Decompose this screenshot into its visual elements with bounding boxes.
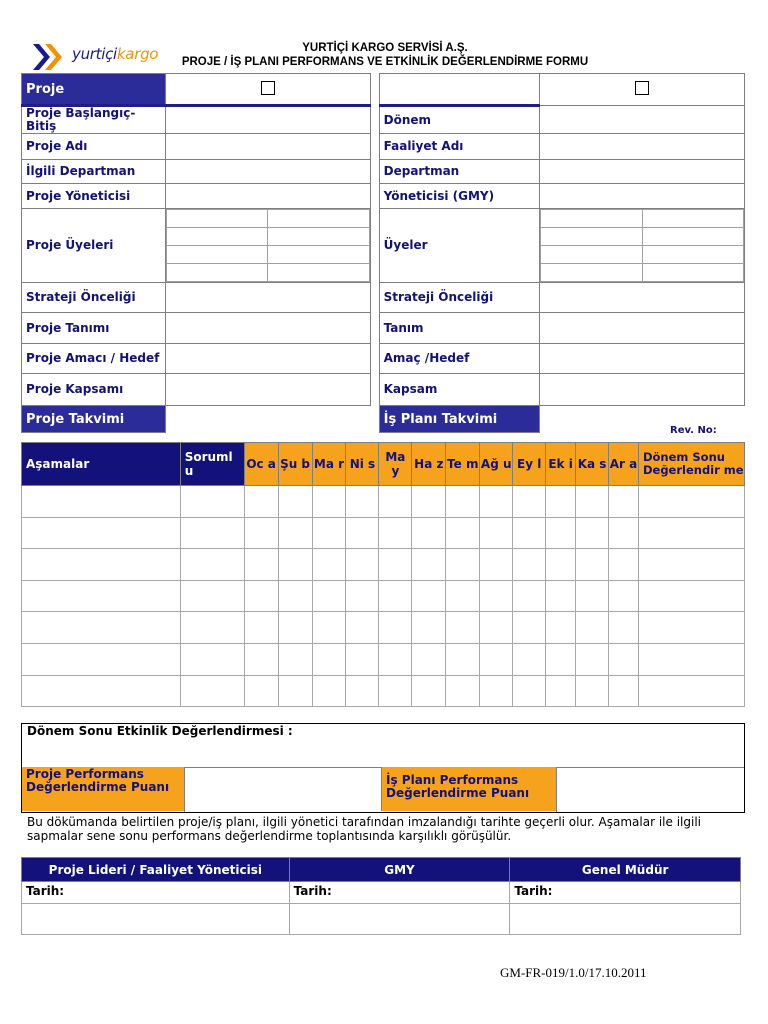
label-definition: Tanım [379, 313, 540, 344]
stage-cell[interactable] [446, 612, 480, 644]
stage-cell[interactable] [546, 675, 576, 707]
member-cell[interactable] [541, 228, 642, 246]
field-related-department[interactable] [165, 160, 370, 184]
field-project-definition[interactable] [165, 313, 370, 344]
stage-cell[interactable] [312, 486, 346, 518]
label-goal: Amaç /Hedef [379, 344, 540, 374]
field-definition[interactable] [540, 313, 745, 344]
label-strategy-priority: Strateji Önceliği [22, 283, 166, 313]
stage-cell[interactable] [446, 580, 480, 612]
form-title: PROJE / İŞ PLANI PERFORMANS VE ETKİNLİK DEĞERLENDİRME FORMU [181, 56, 589, 68]
stage-cell[interactable] [480, 517, 513, 549]
stage-cell[interactable] [278, 675, 312, 707]
stage-cell[interactable] [278, 643, 312, 675]
label-project-scope: Proje Kapsamı [22, 374, 166, 406]
stage-cell[interactable] [244, 549, 278, 581]
member-cell[interactable] [268, 228, 369, 246]
col-month: Te m [446, 443, 480, 486]
label-activity-name: Faaliyet Adı [379, 134, 540, 160]
sig-date-label: Tarih: [22, 882, 290, 904]
field-project-name[interactable] [165, 134, 370, 160]
label-project-manager: Proje Yöneticisi [22, 184, 166, 209]
stage-cell[interactable] [609, 612, 639, 644]
stage-cell[interactable] [346, 675, 379, 707]
stage-cell[interactable] [244, 643, 278, 675]
project-score-field[interactable] [184, 767, 382, 812]
stage-cell[interactable] [244, 675, 278, 707]
stage-cell[interactable] [546, 643, 576, 675]
stage-cell[interactable] [346, 612, 379, 644]
plan-score-field[interactable] [556, 767, 744, 812]
validity-note: Bu dökümanda belirtilen proje/iş planı, ilgili yönetici tarafından imzalandığı tarihte geçerli olur. Aşamalar ile ilgili sapmalar sene sonu performans değerlendirme toplantısında karşılıklı görüşülür. [27, 815, 701, 843]
stage-cell[interactable] [480, 486, 513, 518]
stage-cell[interactable] [412, 675, 446, 707]
stage-cell[interactable] [609, 549, 639, 581]
revision-number-label: Rev. No: [670, 425, 717, 436]
field-members [540, 209, 745, 283]
stage-cell[interactable] [609, 517, 639, 549]
stage-cell[interactable] [446, 675, 480, 707]
stage-cell[interactable] [412, 517, 446, 549]
member-cell[interactable] [541, 210, 642, 228]
col-month: Ma y [379, 443, 412, 486]
stage-row [22, 517, 745, 549]
stage-cell[interactable] [546, 549, 576, 581]
col-month: Ka s [576, 443, 609, 486]
col-month: Ek i [546, 443, 576, 486]
stage-cell[interactable] [379, 612, 412, 644]
col-month: Oc a [244, 443, 278, 486]
label-period: Dönem [379, 106, 540, 134]
plan-score-label: İş Planı Performans Değerlendirme Puanı [381, 767, 556, 811]
stage-cell[interactable] [513, 580, 546, 612]
stage-cell[interactable] [244, 580, 278, 612]
stage-cell[interactable] [480, 612, 513, 644]
stage-cell[interactable] [412, 486, 446, 518]
sig-field-general-manager[interactable] [510, 904, 741, 935]
stage-cell[interactable] [22, 675, 181, 707]
label-related-department: İlgili Departman [22, 160, 166, 184]
field-plan-strategy-priority[interactable] [540, 283, 745, 313]
label-plan-strategy-priority: Strateji Önceliği [379, 283, 540, 313]
stage-cell[interactable] [244, 612, 278, 644]
project-checkbox-cell [165, 74, 370, 106]
stage-cell[interactable] [346, 486, 379, 518]
col-month: Ağ u [480, 443, 513, 486]
stage-cell[interactable] [312, 675, 346, 707]
sig-field-project-leader[interactable] [22, 904, 290, 935]
member-cell[interactable] [166, 246, 267, 264]
company-name: YURTİÇİ KARGO SERVİSİ A.Ş. [302, 42, 468, 54]
stage-cell[interactable] [576, 580, 609, 612]
col-month: Şu b [278, 443, 312, 486]
col-stages: Aşamalar [22, 443, 181, 486]
member-cell[interactable] [166, 264, 267, 282]
stage-cell[interactable] [638, 580, 744, 612]
stage-cell[interactable] [244, 517, 278, 549]
member-cell[interactable] [268, 210, 369, 228]
stage-cell[interactable] [513, 612, 546, 644]
stage-cell[interactable] [513, 517, 546, 549]
stage-cell[interactable] [446, 643, 480, 675]
stage-cell[interactable] [576, 643, 609, 675]
member-cell[interactable] [642, 228, 743, 246]
col-month: Ma r [312, 443, 346, 486]
stage-cell[interactable] [346, 643, 379, 675]
stage-cell[interactable] [312, 517, 346, 549]
stage-cell[interactable] [609, 675, 639, 707]
project-header: Proje [22, 74, 166, 106]
stage-cell[interactable] [22, 580, 181, 612]
stage-cell[interactable] [22, 612, 181, 644]
member-cell[interactable] [268, 246, 369, 264]
label-scope: Kapsam [379, 374, 540, 406]
stage-cell[interactable] [278, 580, 312, 612]
form-code: GM-FR-019/1.0/17.10.2011 [500, 965, 647, 980]
field-project-scope[interactable] [165, 374, 370, 406]
sig-date-label: Tarih: [289, 882, 510, 904]
col-responsible: Soruml u [180, 443, 244, 486]
stage-row [22, 486, 745, 518]
field-scope[interactable] [540, 374, 745, 406]
label-department: Departman [379, 160, 540, 184]
stage-cell[interactable] [576, 675, 609, 707]
col-month: Ey l [513, 443, 546, 486]
stage-cell[interactable] [379, 675, 412, 707]
stages-table [21, 442, 745, 707]
stage-row [22, 580, 745, 612]
signature-table [21, 857, 741, 935]
stage-cell[interactable] [22, 549, 181, 581]
stage-cell[interactable] [346, 580, 379, 612]
stage-row [22, 675, 745, 707]
stage-cell[interactable] [638, 612, 744, 644]
stage-cell[interactable] [609, 486, 639, 518]
stage-cell[interactable] [412, 612, 446, 644]
col-month: Ni s [346, 443, 379, 486]
stage-cell[interactable] [278, 517, 312, 549]
label-project-dates: Proje Başlangıç-Bitiş [22, 106, 166, 134]
sig-header-general-manager: Genel Müdür [510, 858, 741, 882]
logo-mark-icon [30, 42, 70, 72]
stage-cell[interactable] [379, 580, 412, 612]
field-gmy-manager[interactable] [540, 184, 745, 209]
stage-cell[interactable] [480, 580, 513, 612]
stage-cell[interactable] [546, 580, 576, 612]
stage-cell[interactable] [312, 549, 346, 581]
stage-cell[interactable] [546, 517, 576, 549]
stage-cell[interactable] [446, 486, 480, 518]
stage-cell[interactable] [480, 643, 513, 675]
plan-checkbox[interactable] [635, 81, 649, 95]
evaluation-title: Dönem Sonu Etkinlik Değerlendirmesi : [27, 724, 293, 738]
stage-cell[interactable] [180, 486, 244, 518]
plan-schedule-header: İş Planı Takvimi [379, 406, 540, 433]
stage-cell[interactable] [446, 549, 480, 581]
stage-cell[interactable] [513, 675, 546, 707]
stage-row [22, 549, 745, 581]
stage-cell[interactable] [379, 643, 412, 675]
stage-cell[interactable] [412, 643, 446, 675]
member-cell[interactable] [642, 210, 743, 228]
field-department[interactable] [540, 160, 745, 184]
label-project-definition: Proje Tanımı [22, 313, 166, 344]
stage-cell[interactable] [22, 643, 181, 675]
stage-cell[interactable] [609, 580, 639, 612]
field-project-goal[interactable] [165, 344, 370, 374]
member-cell[interactable] [268, 264, 369, 282]
member-cell[interactable] [541, 264, 642, 282]
stage-cell[interactable] [446, 517, 480, 549]
stage-row [22, 643, 745, 675]
label-project-goal: Proje Amacı / Hedef [22, 344, 166, 374]
stage-cell[interactable] [576, 486, 609, 518]
stage-cell[interactable] [576, 517, 609, 549]
stage-cell[interactable] [412, 549, 446, 581]
sig-header-gmy: GMY [289, 858, 510, 882]
member-cell[interactable] [166, 210, 267, 228]
stage-cell[interactable] [346, 517, 379, 549]
field-project-manager[interactable] [165, 184, 370, 209]
project-info-table [21, 73, 745, 433]
stage-cell[interactable] [22, 486, 181, 518]
label-gmy-manager: Yöneticisi (GMY) [379, 184, 540, 209]
label-project-members: Proje Üyeleri [22, 209, 166, 283]
label-members: Üyeler [379, 209, 540, 283]
stage-cell[interactable] [278, 486, 312, 518]
stage-cell[interactable] [638, 549, 744, 581]
project-checkbox[interactable] [261, 81, 275, 95]
stage-cell[interactable] [22, 517, 181, 549]
stage-cell[interactable] [312, 580, 346, 612]
stage-cell[interactable] [180, 517, 244, 549]
stage-cell[interactable] [312, 612, 346, 644]
stage-cell[interactable] [480, 675, 513, 707]
project-score-label: Proje Performans Değerlendirme Puanı [22, 767, 184, 811]
project-schedule-header: Proje Takvimi [22, 406, 166, 433]
stage-cell[interactable] [513, 486, 546, 518]
sig-date-label: Tarih: [510, 882, 741, 904]
stage-cell[interactable] [244, 486, 278, 518]
stage-cell[interactable] [278, 612, 312, 644]
stage-cell[interactable] [513, 549, 546, 581]
stage-cell[interactable] [346, 549, 379, 581]
stage-cell[interactable] [180, 612, 244, 644]
stage-cell[interactable] [180, 643, 244, 675]
col-month: Ar a [609, 443, 639, 486]
col-month: Ha z [412, 443, 446, 486]
col-period-evaluation: Dönem Sonu Değerlendir me [638, 443, 744, 486]
sig-field-gmy[interactable] [289, 904, 510, 935]
member-cell[interactable] [642, 264, 743, 282]
stage-cell[interactable] [576, 612, 609, 644]
stage-cell[interactable] [513, 643, 546, 675]
stage-cell[interactable] [546, 612, 576, 644]
stage-cell[interactable] [379, 486, 412, 518]
stage-cell[interactable] [638, 643, 744, 675]
plan-checkbox-cell [540, 74, 745, 106]
field-activity-name[interactable] [540, 134, 745, 160]
stage-cell[interactable] [312, 643, 346, 675]
field-strategy-priority[interactable] [165, 283, 370, 313]
member-cell[interactable] [642, 246, 743, 264]
member-cell[interactable] [541, 246, 642, 264]
stage-cell[interactable] [638, 486, 744, 518]
field-project-members [165, 209, 370, 283]
stage-cell[interactable] [379, 517, 412, 549]
stage-cell[interactable] [546, 486, 576, 518]
member-cell[interactable] [166, 228, 267, 246]
stage-cell[interactable] [480, 549, 513, 581]
stage-cell[interactable] [180, 580, 244, 612]
field-period[interactable] [540, 106, 745, 134]
stage-cell[interactable] [180, 549, 244, 581]
stage-cell[interactable] [412, 580, 446, 612]
stage-cell[interactable] [638, 675, 744, 707]
stage-cell[interactable] [609, 643, 639, 675]
label-project-name: Proje Adı [22, 134, 166, 160]
logo-text-part2: kargo [116, 45, 159, 63]
stage-cell[interactable] [180, 675, 244, 707]
stage-row [22, 612, 745, 644]
logo-text-part1: yurtiçi [72, 45, 117, 63]
stage-cell[interactable] [278, 549, 312, 581]
stage-cell[interactable] [576, 549, 609, 581]
sig-header-project-leader: Proje Lideri / Faaliyet Yöneticisi [22, 858, 290, 882]
field-project-dates[interactable] [165, 106, 370, 134]
field-goal[interactable] [540, 344, 745, 374]
stage-cell[interactable] [379, 549, 412, 581]
stage-cell[interactable] [638, 517, 744, 549]
